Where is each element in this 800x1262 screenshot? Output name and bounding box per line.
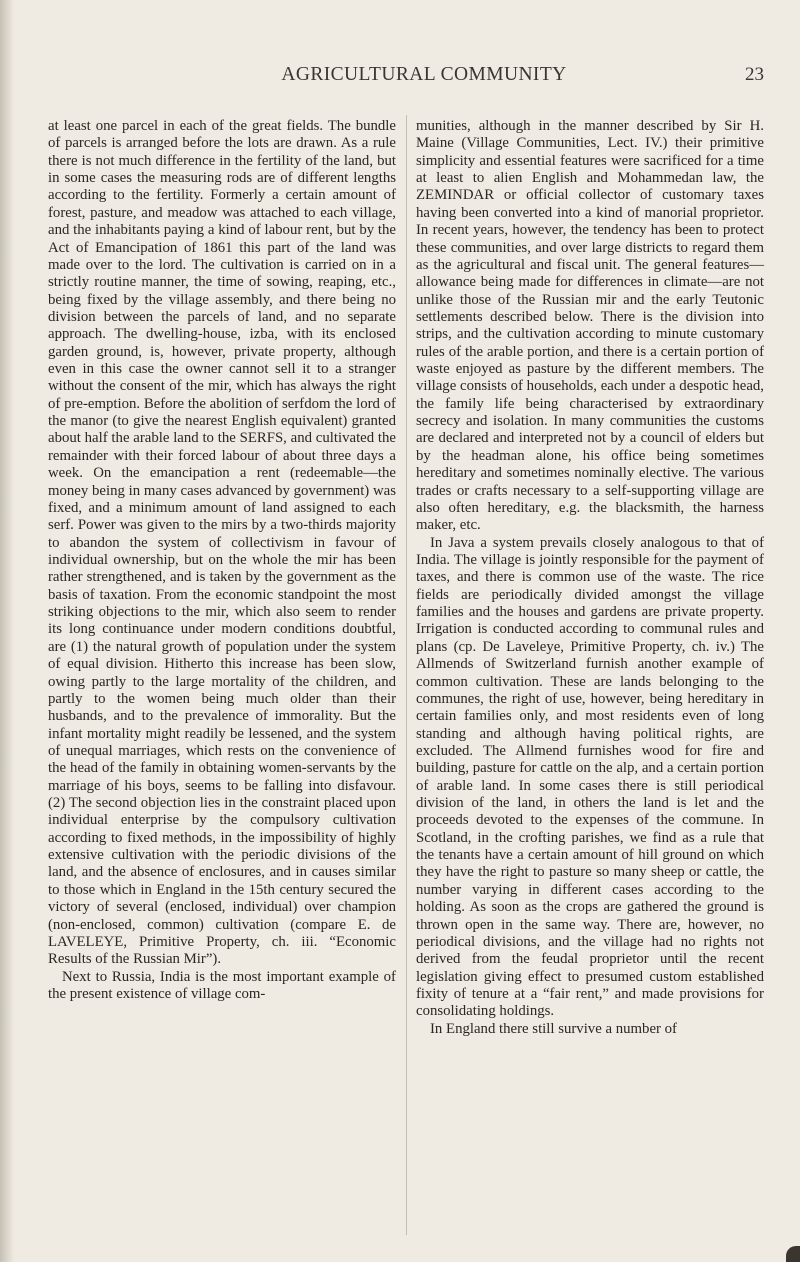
page-edge-shadow <box>0 0 14 1262</box>
paragraph: at least one parcel in each of the great fields. The bundle of parcels is arranged before the lots are drawn. As a rule there is not much difference in the fertility of the land, but in some cases the measuring rods are of different lengths according to the fertility. Formerly a certain amount of forest, pasture, and meadow was attached to each village, and the inhabitants paying a kind of labour rent, but by the Act of Emancipation of 1861 this part of the land was made over to the lord. The cultivation is carried on in a strictly routine manner, the time of sowing, reaping, etc., being fixed by the village assembly, and there being no division between the parcels of land, and no separate approach. The dwelling-house, izba, with its enclosed garden ground, is, however, private property, although even in this case the owner cannot sell it to a stranger without the consent of the mir, which has always the right of pre-emption. Before the abolition of serfdom the lord of the manor (to give the nearest English equivalent) granted about half the arable land to the SERFS, and cultivated the remainder with their forced labour of about three days a week. On the emancipation a rent (redeemable—the money being in many cases advanced by government) was fixed, and a minimum amount of land assigned to each serf. Power was given to the mirs by a two-thirds majority to abandon the system of collectivism in favour of individual ownership, but on the whole the mir has been rather strengthened, and is taken by the government as the basis of taxation. From the economic standpoint the most striking objections to the mir, which also seem to render its long continuance under modern conditions doubtful, are (1) the natural growth of population under the system of equal division. Hitherto this increase has been slow, owing partly to the large mortality of the children, and partly to the women being much older than their husbands, and to the prevalence of immorality. But the infant mortality might readily be lessened, and the system of unequal marriages, which rests on the convenience of the head of the family in obtaining women-servants by the marriage of his boys, seems to be falling into disfavour. (2) The second objection lies in the constraint placed upon individual enterprise by the compulsory cultivation according to fixed methods, in the impossibility of highly extensive cultivation with the periodic divisions of the land, and the absence of enclosures, and in causes similar to those which in England in the 15th century secured the victory of several (enclosed, individual) over champion (non-enclosed, common) cultivation (compare E. de LAVELEYE, Primitive Property, ch. iii. “Economic Results of the Russian Mir”). <box>48 118 396 968</box>
page-number: 23 <box>745 64 764 85</box>
corner-mark <box>786 1246 800 1262</box>
paragraph: In Java a system prevails closely analogous to that of India. The village is jointly responsible for the payment of taxes, and there is common use of the waste. The rice fields are periodically divided amongst the village families and the houses and gardens are private property. Irrigation is conducted according to communal rules and plans (cp. De Laveleye, Primitive Property, ch. iv.) The Allmends of Switzerland furnish another example of common cultivation. These are lands belonging to the communes, the right of use, however, being hereditary in certain families only, and most residents even of long standing and although having political rights, are excluded. The Allmend furnishes wood for fire and building, pasture for cattle on the alp, and a certain portion of arable land. In some cases there is still periodical division of the land, in others the land is let and the proceeds devoted to the expenses of the commune. In Scotland, in the crofting parishes, we find as a rule that the tenants have a certain amount of hill ground on which they have the right to pasture so many sheep or cattle, the number varying in different cases according to the holding. As soon as the crops are gathered the ground is thrown open in the same way. There are, however, no periodical divisions, and the village had no rights not derived from the feudal proprietor until the recent legislation giving effect to presumed custom established fixity of tenure at a “fair rent,” and made provisions for consolidating holdings. <box>416 534 764 1020</box>
paragraph: munities, although in the manner described by Sir H. Maine (Village Communities, Lect. IV.) their primitive simplicity and essential features were sacrificed for a time at least to alien English and Mohammedan law, the ZEMINDAR or official collector of customary taxes having been converted into a kind of manorial proprietor. In recent years, however, the tendency has been to protect these communities, and over large districts to regard them as the agricultural and fiscal unit. The general features—allowance being made for differences in climate—are not unlike those of the Russian mir and the early Teutonic settlements described below. There is the division into strips, and the cultivation according to minute customary rules of the arable portion, and there is a certain portion of waste enjoyed as pasture by the different members. The village consists of households, each under a despotic head, the family life being characterised by extraordinary secrecy and isolation. In many communities the customs are declared and interpreted not by a council of elders but by the headman alone, his office being sometimes hereditary and sometimes nominally elective. The various trades or crafts necessary to a self-supporting village are also often hereditary, e.g. the blacksmith, the harness maker, etc. <box>416 118 764 534</box>
running-head: AGRICULTURAL COMMUNITY <box>281 64 567 85</box>
column-divider <box>406 115 407 1235</box>
page-header <box>0 60 800 90</box>
paragraph: Next to Russia, India is the most important example of the present existence of village com- <box>48 968 396 1002</box>
paragraph: In England there still survive a number of <box>430 1020 677 1037</box>
right-column <box>416 118 764 1038</box>
left-column <box>48 118 396 1003</box>
